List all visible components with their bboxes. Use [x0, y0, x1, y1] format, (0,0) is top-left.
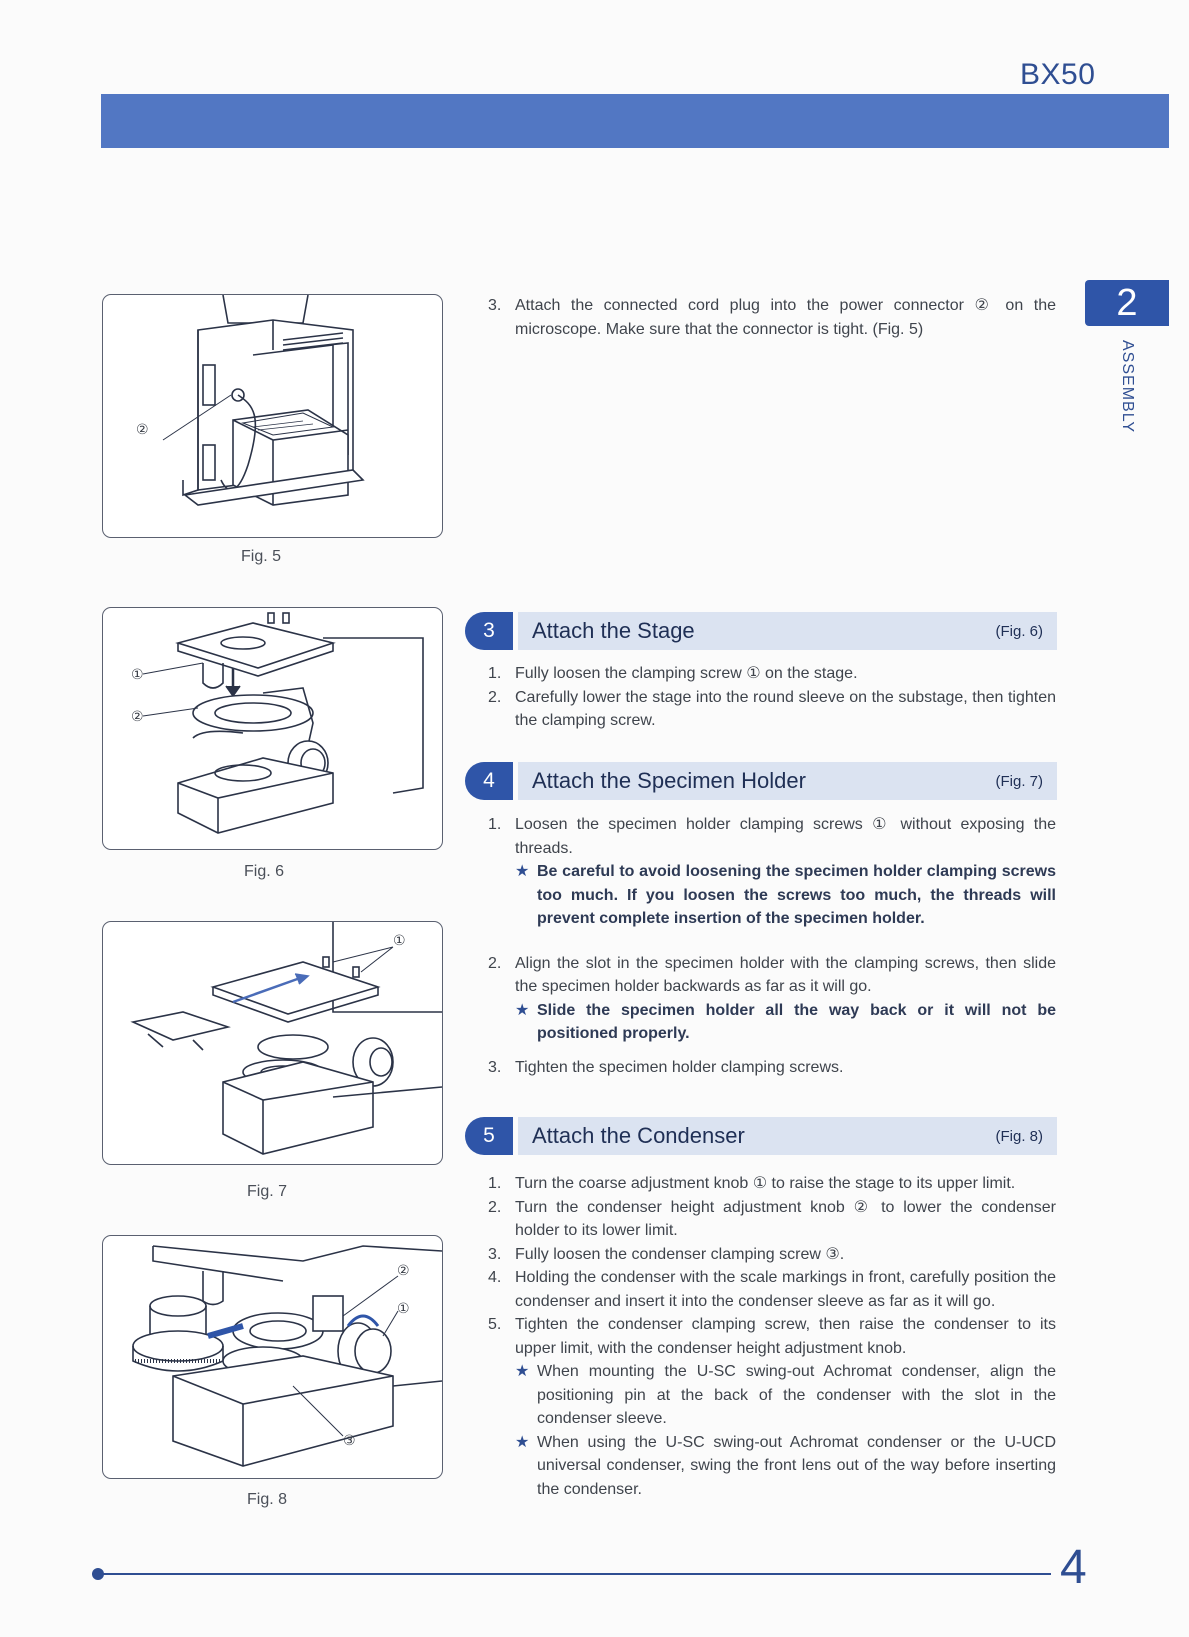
page-number: 4 — [1060, 1541, 1087, 1594]
step-text: Attach the connected cord plug into the power connector ② on the microscope. Make sure that the connector is tight. (Fig. 5) — [515, 297, 1056, 338]
section-number-badge: 3 — [465, 612, 513, 650]
note-text: When using the U-SC swing-out Achromat condenser or the U-UCD universal condenser, swing the front lens out of the way before inserting the condenser. — [537, 1433, 1056, 1498]
section-figure-ref: (Fig. 6) — [995, 623, 1043, 640]
section-body-attach-specimen-holder — [488, 813, 1056, 1079]
step-number: 1. — [488, 1175, 502, 1192]
section-title: Attach the Specimen Holder — [532, 768, 806, 793]
step-text: Align the slot in the specimen holder with the clamping screws, then slide the specimen holder backwards as far as it will go. — [515, 954, 1056, 995]
step-number: 2. — [488, 688, 502, 706]
step-number: 2. — [488, 954, 502, 972]
intro-step — [488, 294, 1056, 341]
section-body-attach-condenser — [488, 1172, 1056, 1501]
figure-6 — [102, 607, 443, 850]
fig6-caption: Fig. 6 — [244, 863, 285, 880]
fig8-callout-3: ③ — [343, 1432, 356, 1448]
fig6-callout-2: ② — [131, 708, 144, 724]
chapter-label: ASSEMBLY — [1119, 340, 1136, 434]
figure-5 — [102, 294, 443, 538]
fig5-caption: Fig. 5 — [241, 548, 282, 565]
star-icon: ★ — [515, 1363, 530, 1380]
section-number-badge: 4 — [465, 762, 513, 800]
fig5-callout-2: ② — [136, 421, 149, 437]
star-icon: ★ — [515, 1433, 530, 1451]
section-header-attach-specimen-holder — [465, 762, 1057, 800]
footer-rule — [96, 1573, 1051, 1575]
step-number: 1. — [488, 665, 502, 682]
figure-7 — [102, 921, 443, 1165]
section-figure-ref: (Fig. 8) — [995, 1128, 1043, 1145]
star-icon: ★ — [515, 1001, 530, 1019]
step-text: Fully loosen the clamping screw ① on the stage. — [515, 665, 858, 682]
step-text: Tighten the specimen holder clamping screws. — [515, 1058, 844, 1076]
section-number-badge: 5 — [465, 1117, 513, 1155]
section-title: Attach the Condenser — [532, 1123, 745, 1148]
step-number: 4. — [488, 1269, 502, 1286]
chapter-number-tab: 2 — [1085, 280, 1169, 326]
note-text: When mounting the U-SC swing-out Achromat condenser, align the positioning pin at the back of the condenser with the slot in the condenser sleeve. — [537, 1363, 1056, 1427]
step-number: 1. — [488, 816, 502, 833]
fig6-callout-1: ① — [131, 666, 144, 682]
fig8-callout-1: ① — [397, 1300, 410, 1316]
step-number: 3. — [488, 1245, 502, 1263]
section-header-attach-stage — [465, 612, 1057, 650]
step-text: Loosen the specimen holder clamping screws ① without exposing the threads. — [515, 816, 1056, 857]
fig7-caption: Fig. 7 — [247, 1183, 288, 1200]
step-text: Turn the condenser height adjustment knob ② to lower the condenser holder to its lower limit. — [515, 1198, 1056, 1239]
section-figure-ref: (Fig. 7) — [995, 773, 1043, 790]
step-text: Tighten the condenser clamping screw, then raise the condenser to its upper limit, with the condenser height adjustment knob. — [515, 1316, 1056, 1357]
star-icon: ★ — [515, 863, 530, 880]
caution-note: Be careful to avoid loosening the specimen holder clamping screws too much. If you loosen the screws too much, the threads will prevent complete insertion of the specimen holder. — [537, 863, 1056, 927]
step-text: Holding the condenser with the scale markings in front, carefully position the condenser and insert it into the condenser sleeve as far as it will go. — [515, 1269, 1056, 1310]
step-text: Fully loosen the condenser clamping screw ③. — [515, 1245, 845, 1263]
model-name: BX50 — [1020, 58, 1096, 91]
header-banner — [101, 94, 1169, 148]
caution-note: Slide the specimen holder all the way back or it will not be positioned properly. — [537, 1001, 1056, 1042]
fig7-callout-1: ① — [393, 932, 406, 948]
step-number: 3. — [488, 1058, 502, 1076]
fig8-caption: Fig. 8 — [247, 1491, 288, 1508]
step-number: 2. — [488, 1198, 502, 1216]
fig8-callout-2: ② — [397, 1262, 410, 1278]
section-header-attach-condenser — [465, 1117, 1057, 1155]
section-body-attach-stage — [488, 662, 1056, 733]
step-number: 3. — [488, 297, 502, 314]
section-title: Attach the Stage — [532, 618, 695, 643]
step-text: Turn the coarse adjustment knob ① to raise the stage to its upper limit. — [515, 1175, 1016, 1192]
figure-8 — [102, 1235, 443, 1479]
step-text: Carefully lower the stage into the round sleeve on the substage, then tighten the clamping screw. — [515, 688, 1056, 729]
step-number: 5. — [488, 1316, 502, 1333]
